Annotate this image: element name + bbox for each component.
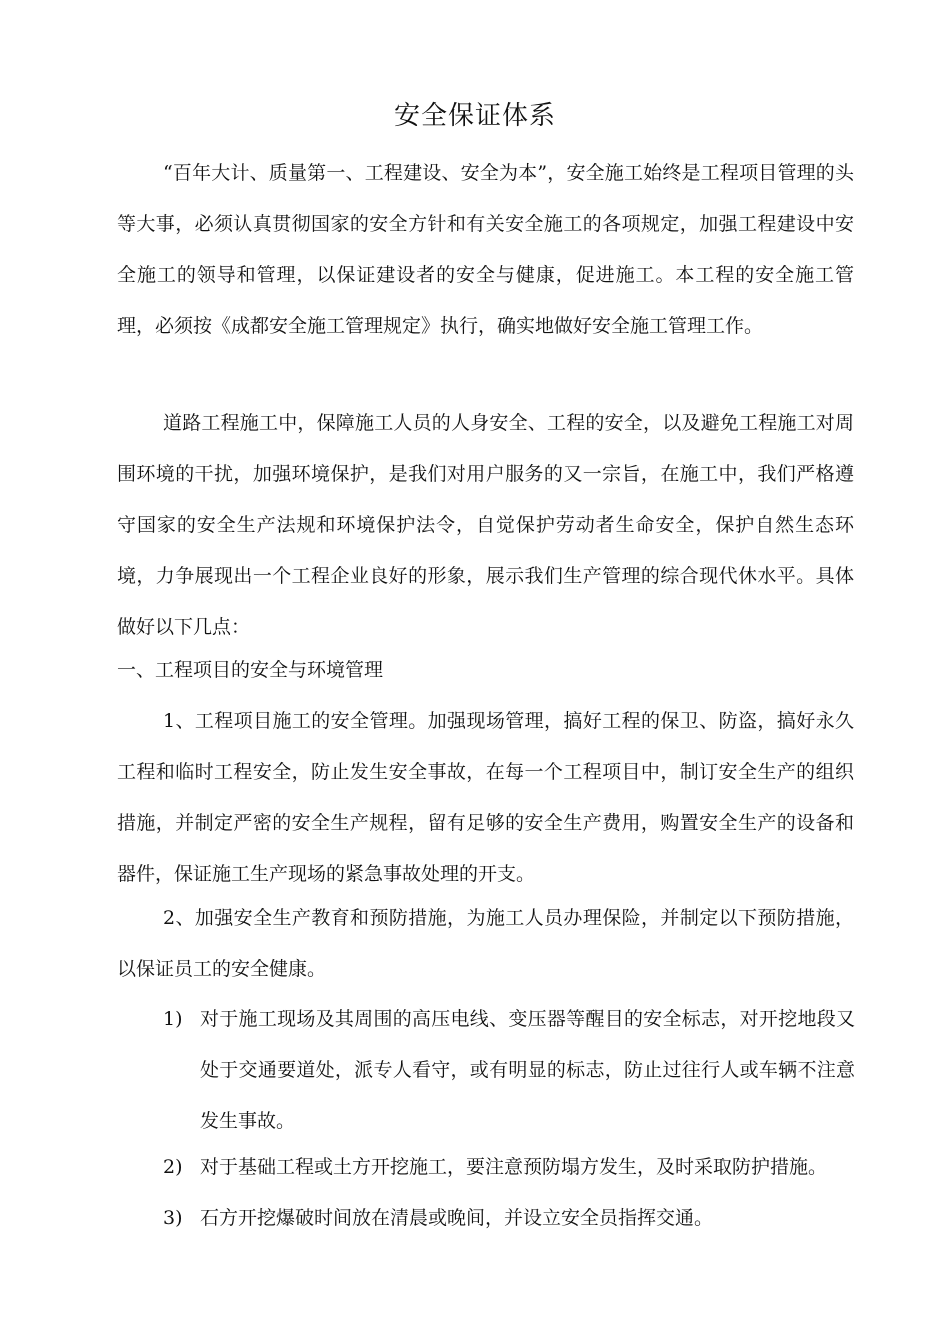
list-item-text: 对于施工现场及其周围的高压电线、变压器等醒目的安全标志，对开挖地段又处于交通要道处，派专人看守，或有明显的标志，防止过往行人或车辆不注意发生事故。 (200, 1008, 855, 1132)
list-item-text: 对于基础工程或土方开挖施工，要注意预防塌方发生，及时采取防护措施。 (200, 1156, 828, 1178)
intro-paragraph: 道路工程施工中，保障施工人员的人身安全、工程的安全，以及避免工程施工对周围环境的干扰，加强环境保护，是我们对用户服务的又一宗旨，在施工中，我们严格遵守国家的安全生产法规和环境保护法令，自觉保护劳动者生命安全，保护自然生态环境，力争展现出一个工程企业良好的形象，展示我们生产管理的综合现代休水平。具体做好以下几点： (117, 412, 854, 638)
section-paragraph: 2、加强安全生产教育和预防措施，为施工人员办理保险，并制定以下预防措施，以保证员工的安全健康。 (117, 907, 854, 980)
intro-paragraph: “百年大计、质量第一、工程建设、安全为本”，安全施工始终是工程项目管理的头等大事，必须认真贯彻国家的安全方针和有关安全施工的各项规定，加强工程建设中安全施工的领导和管理，以保证建设者的安全与健康，促进施工。本工程的安全施工管理，必须按《成都安全施工管理规定》执行，确实地做好安全施工管理工作。 (117, 162, 854, 337)
section-heading: 一、工程项目的安全与环境管理 (117, 659, 384, 681)
list-item (163, 994, 855, 1147)
list-item-text: 石方开挖爆破时间放在清晨或晚间，并设立安全员指挥交通。 (200, 1207, 714, 1229)
list-item (163, 1193, 855, 1244)
document-title: 安全保证体系 (393, 101, 556, 131)
list-marker: 2) (163, 1156, 183, 1178)
section-paragraph: 1、工程项目施工的安全管理。加强现场管理，搞好工程的保卫、防盗，搞好永久工程和临时工程安全，防止发生安全事故，在每一个工程项目中，制订安全生产的组织措施，并制定严密的安全生产规程，留有足够的安全生产费用，购置安全生产的设备和器件，保证施工生产现场的紧急事故处理的开支。 (117, 710, 854, 885)
list-item (163, 1142, 900, 1193)
list-marker: 1) (163, 1008, 183, 1030)
list-marker: 3) (163, 1207, 183, 1229)
